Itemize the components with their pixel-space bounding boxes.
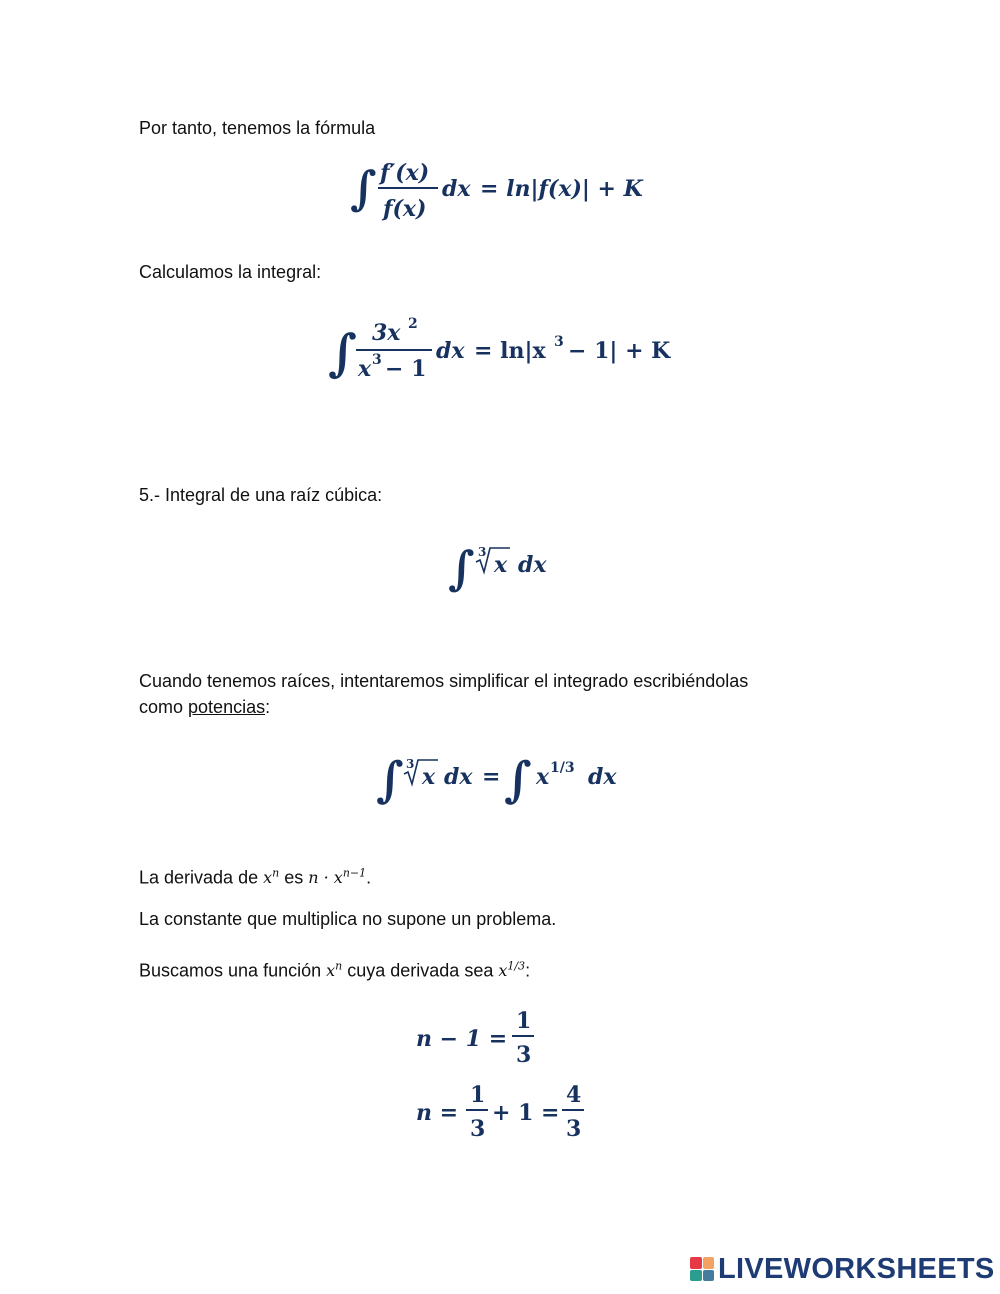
text-fragment: Buscamos una función xyxy=(139,960,327,981)
differential: dx xyxy=(444,764,473,790)
denominator-base: x xyxy=(358,356,372,382)
paragraph-cube-root-title: 5.- Integral de una raíz cúbica: xyxy=(139,485,383,505)
lhs: n = xyxy=(416,1100,459,1126)
denominator: f(x) xyxy=(383,196,427,222)
radicand: x xyxy=(494,552,508,578)
denominator-1: 3 xyxy=(470,1116,486,1142)
text-fragment: La derivada de xyxy=(139,867,264,888)
text-fragment: : xyxy=(265,697,271,717)
math-x-n: $x^n$ xyxy=(263,867,280,888)
logo-text: LIVEWORKSHEETS xyxy=(718,1252,995,1285)
radicand: x xyxy=(422,764,436,790)
math-x-n: $x^n$ xyxy=(326,960,343,981)
differential: dx xyxy=(442,176,471,202)
text-fragment: como xyxy=(139,697,189,717)
logo-mark-icon xyxy=(690,1257,714,1281)
paragraph-search-function xyxy=(139,954,530,984)
root-index: 3 xyxy=(478,545,487,559)
numerator-exponent: 2 xyxy=(408,316,418,332)
numerator-base: 3x xyxy=(372,320,401,346)
rhs-exponent: 3 xyxy=(554,334,564,350)
equation-n-minus-1 xyxy=(416,1004,556,1075)
paragraph-derivative-rule xyxy=(139,861,371,891)
power-exponent: 1/3 xyxy=(550,760,575,776)
equation-n-value xyxy=(416,1078,596,1149)
math-n-x-n-minus-1: $n \cdot x^{n-1}$ xyxy=(308,867,367,888)
differential: dx xyxy=(518,552,547,578)
text-fragment: . xyxy=(366,867,372,888)
equation-cube-root xyxy=(448,532,568,603)
denominator-exponent: 3 xyxy=(372,352,382,368)
power-base: x xyxy=(536,764,550,790)
math-x-one-third: $x^{1/3}$ xyxy=(498,960,526,981)
root-index: 3 xyxy=(406,757,415,771)
middle: + 1 = xyxy=(492,1100,560,1126)
integral-sign-2: ∫ xyxy=(504,752,532,808)
numerator: f′(x) xyxy=(380,160,430,186)
paragraph-formula-intro: Por tanto, tenemos la fórmula xyxy=(139,118,376,138)
numerator-1: 1 xyxy=(470,1082,486,1108)
differential-2: dx xyxy=(588,764,617,790)
integral-sign: ∫ xyxy=(350,161,377,215)
equation-log-example xyxy=(328,312,678,397)
text-fragment: : xyxy=(525,960,531,981)
equation-log-derivative xyxy=(350,152,660,233)
liveworksheets-logo[interactable] xyxy=(690,1252,995,1286)
denominator: 3 xyxy=(516,1042,532,1068)
paragraph-constant: La constante que multiplica no supone un problema. xyxy=(139,909,557,929)
equals-sign: = xyxy=(482,764,501,790)
potencias-link[interactable]: potencias xyxy=(188,697,266,717)
equation-root-to-power xyxy=(376,742,636,817)
numerator-2: 4 xyxy=(566,1082,582,1108)
differential: dx xyxy=(436,338,465,364)
paragraph-calc-integral: Calculamos la integral: xyxy=(139,262,322,282)
rhs-end: − 1| + K xyxy=(568,338,671,364)
lhs: n − 1 = xyxy=(416,1026,508,1052)
right-hand-side: = ln|f(x)| + K xyxy=(480,176,643,202)
integral-sign: ∫ xyxy=(448,541,475,595)
rhs-start: = ln|x xyxy=(474,338,546,364)
denominator-2: 3 xyxy=(566,1116,582,1142)
paragraph-roots-as-powers-1: Cuando tenemos raíces, intentaremos simplificar el integrado escribiéndolas xyxy=(139,671,749,691)
integral-sign: ∫ xyxy=(328,323,357,382)
integral-sign: ∫ xyxy=(376,752,404,808)
denominator-rest: − 1 xyxy=(385,356,427,382)
paragraph-roots-as-powers-2 xyxy=(139,694,270,720)
numerator: 1 xyxy=(516,1008,532,1034)
text-fragment: cuya derivada sea xyxy=(342,960,499,981)
text-fragment: es xyxy=(279,867,309,888)
